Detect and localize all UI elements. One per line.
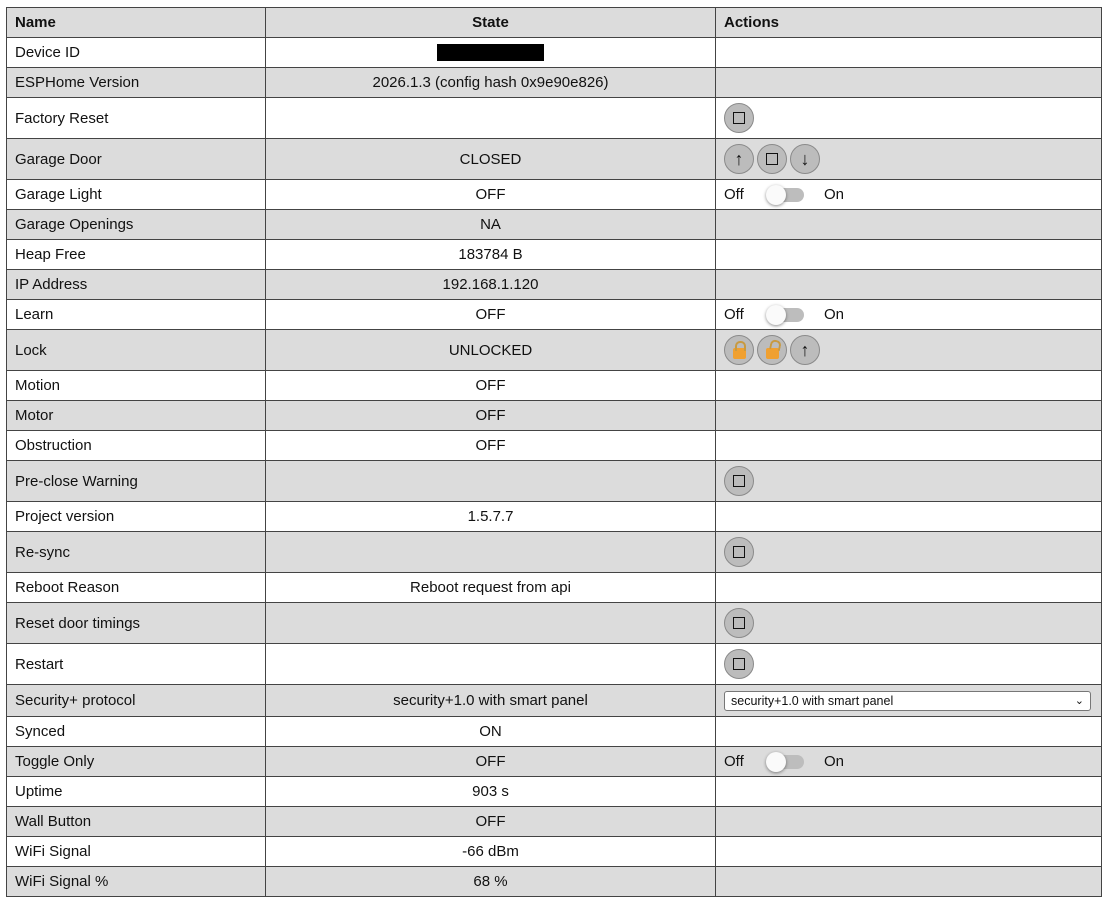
arrow-up-icon: ↑ xyxy=(734,149,744,169)
table-row xyxy=(7,240,1102,270)
select-value: security+1.0 with smart panel xyxy=(731,693,894,708)
table-row xyxy=(7,139,1102,180)
row-actions xyxy=(716,371,1102,401)
stop-square-icon xyxy=(733,112,745,124)
table-row xyxy=(7,401,1102,431)
table-row xyxy=(7,603,1102,644)
table-row xyxy=(7,717,1102,747)
learn-toggle xyxy=(724,300,1093,329)
row-state: 183784 B xyxy=(266,240,716,270)
table-row xyxy=(7,68,1102,98)
table-row xyxy=(7,461,1102,502)
row-actions xyxy=(716,807,1102,837)
switch-knob xyxy=(766,305,786,325)
row-state: NA xyxy=(266,210,716,240)
table-row xyxy=(7,431,1102,461)
table-row xyxy=(7,867,1102,897)
table-row xyxy=(7,777,1102,807)
row-name: Garage Door xyxy=(7,139,266,180)
row-name: ESPHome Version xyxy=(7,68,266,98)
row-name: Restart xyxy=(7,644,266,685)
entities-table xyxy=(6,7,1102,897)
row-name: Heap Free xyxy=(7,240,266,270)
table-row xyxy=(7,371,1102,401)
table-row xyxy=(7,837,1102,867)
garage-door-open-button[interactable] xyxy=(724,144,754,174)
row-state: OFF xyxy=(266,807,716,837)
row-name: Motion xyxy=(7,371,266,401)
table-row xyxy=(7,807,1102,837)
arrow-down-icon: ↓ xyxy=(800,149,810,169)
toggle-off-label: Off xyxy=(724,753,744,770)
row-state: 192.168.1.120 xyxy=(266,270,716,300)
unlock-button[interactable] xyxy=(757,335,787,365)
row-state xyxy=(266,461,716,502)
row-actions xyxy=(716,68,1102,98)
row-name: Toggle Only xyxy=(7,747,266,777)
row-actions xyxy=(716,777,1102,807)
table-row xyxy=(7,98,1102,139)
row-name: Project version xyxy=(7,502,266,532)
toggle-only-toggle xyxy=(724,747,1093,776)
chevron-down-icon: ⌄ xyxy=(1074,694,1084,707)
row-actions xyxy=(716,431,1102,461)
row-name: Pre-close Warning xyxy=(7,461,266,502)
row-actions xyxy=(716,180,1102,210)
factory-reset-press-button[interactable] xyxy=(724,103,754,133)
row-actions xyxy=(716,300,1102,330)
column-header-actions: Actions xyxy=(716,8,1102,38)
toggle-only-switch[interactable] xyxy=(768,755,804,769)
row-name: Garage Openings xyxy=(7,210,266,240)
row-state xyxy=(266,38,716,68)
stop-square-icon xyxy=(733,475,745,487)
row-state: CLOSED xyxy=(266,139,716,180)
row-state: ON xyxy=(266,717,716,747)
row-state: UNLOCKED xyxy=(266,330,716,371)
table-row xyxy=(7,38,1102,68)
row-name: IP Address xyxy=(7,270,266,300)
lock-open-button[interactable] xyxy=(790,335,820,365)
column-header-state: State xyxy=(266,8,716,38)
row-name: Wall Button xyxy=(7,807,266,837)
row-actions xyxy=(716,98,1102,139)
table-row xyxy=(7,300,1102,330)
table-row xyxy=(7,180,1102,210)
column-header-name: Name xyxy=(7,8,266,38)
row-actions xyxy=(716,139,1102,180)
row-actions xyxy=(716,573,1102,603)
pre-close-warning-press-button[interactable] xyxy=(724,466,754,496)
row-name: Factory Reset xyxy=(7,98,266,139)
row-state: 2026.1.3 (config hash 0x9e90e826) xyxy=(266,68,716,98)
row-actions xyxy=(716,717,1102,747)
row-name: Re-sync xyxy=(7,532,266,573)
learn-switch[interactable] xyxy=(768,308,804,322)
row-name: Obstruction xyxy=(7,431,266,461)
row-name: Motor xyxy=(7,401,266,431)
table-row xyxy=(7,532,1102,573)
row-actions xyxy=(716,603,1102,644)
lock-button[interactable] xyxy=(724,335,754,365)
redacted-device-id xyxy=(437,44,544,61)
row-state: OFF xyxy=(266,180,716,210)
security-protocol-select[interactable] xyxy=(724,691,1091,711)
row-state: 1.5.7.7 xyxy=(266,502,716,532)
row-name: Lock xyxy=(7,330,266,371)
row-actions xyxy=(716,644,1102,685)
row-state: OFF xyxy=(266,431,716,461)
reset-door-timings-press-button[interactable] xyxy=(724,608,754,638)
arrow-up-icon: ↑ xyxy=(800,340,810,360)
row-name: WiFi Signal xyxy=(7,837,266,867)
row-actions xyxy=(716,270,1102,300)
row-state: Reboot request from api xyxy=(266,573,716,603)
row-actions xyxy=(716,210,1102,240)
row-name: Synced xyxy=(7,717,266,747)
row-name: WiFi Signal % xyxy=(7,867,266,897)
row-state: 903 s xyxy=(266,777,716,807)
row-actions xyxy=(716,867,1102,897)
header-row xyxy=(7,8,1102,38)
table-row xyxy=(7,502,1102,532)
row-actions xyxy=(716,685,1102,717)
row-actions xyxy=(716,38,1102,68)
stop-square-icon xyxy=(733,617,745,629)
row-state: -66 dBm xyxy=(266,837,716,867)
row-state: OFF xyxy=(266,371,716,401)
row-state: security+1.0 with smart panel xyxy=(266,685,716,717)
stop-square-icon xyxy=(733,658,745,670)
row-name: Reset door timings xyxy=(7,603,266,644)
row-name: Uptime xyxy=(7,777,266,807)
row-name: Security+ protocol xyxy=(7,685,266,717)
row-actions xyxy=(716,837,1102,867)
row-actions xyxy=(716,461,1102,502)
toggle-on-label: On xyxy=(824,186,845,203)
row-actions xyxy=(716,532,1102,573)
table-row xyxy=(7,270,1102,300)
table-row xyxy=(7,644,1102,685)
garage-door-stop-button[interactable] xyxy=(757,144,787,174)
row-name: Reboot Reason xyxy=(7,573,266,603)
row-actions xyxy=(716,401,1102,431)
garage-light-toggle xyxy=(724,180,1093,209)
switch-knob xyxy=(766,752,786,772)
garage-light-switch[interactable] xyxy=(768,188,804,202)
table-row xyxy=(7,330,1102,371)
toggle-off-label: Off xyxy=(724,306,744,323)
toggle-on-label: On xyxy=(824,306,845,323)
table-row xyxy=(7,573,1102,603)
row-name: Garage Light xyxy=(7,180,266,210)
row-name: Device ID xyxy=(7,38,266,68)
row-state xyxy=(266,532,716,573)
row-state: OFF xyxy=(266,401,716,431)
toggle-on-label: On xyxy=(824,753,845,770)
restart-press-button[interactable] xyxy=(724,649,754,679)
row-actions xyxy=(716,240,1102,270)
lock-icon xyxy=(733,348,746,359)
row-state xyxy=(266,644,716,685)
toggle-off-label: Off xyxy=(724,186,744,203)
switch-knob xyxy=(766,185,786,205)
re-sync-press-button[interactable] xyxy=(724,537,754,567)
stop-square-icon xyxy=(733,546,745,558)
row-actions xyxy=(716,330,1102,371)
row-name: Learn xyxy=(7,300,266,330)
row-state: 68 % xyxy=(266,867,716,897)
row-state: OFF xyxy=(266,747,716,777)
row-state xyxy=(266,603,716,644)
table-row xyxy=(7,747,1102,777)
garage-door-close-button[interactable] xyxy=(790,144,820,174)
unlock-icon xyxy=(766,348,779,359)
table-row xyxy=(7,210,1102,240)
table-row xyxy=(7,685,1102,717)
row-actions xyxy=(716,747,1102,777)
row-actions xyxy=(716,502,1102,532)
stop-square-icon xyxy=(766,153,778,165)
row-state xyxy=(266,98,716,139)
row-state: OFF xyxy=(266,300,716,330)
